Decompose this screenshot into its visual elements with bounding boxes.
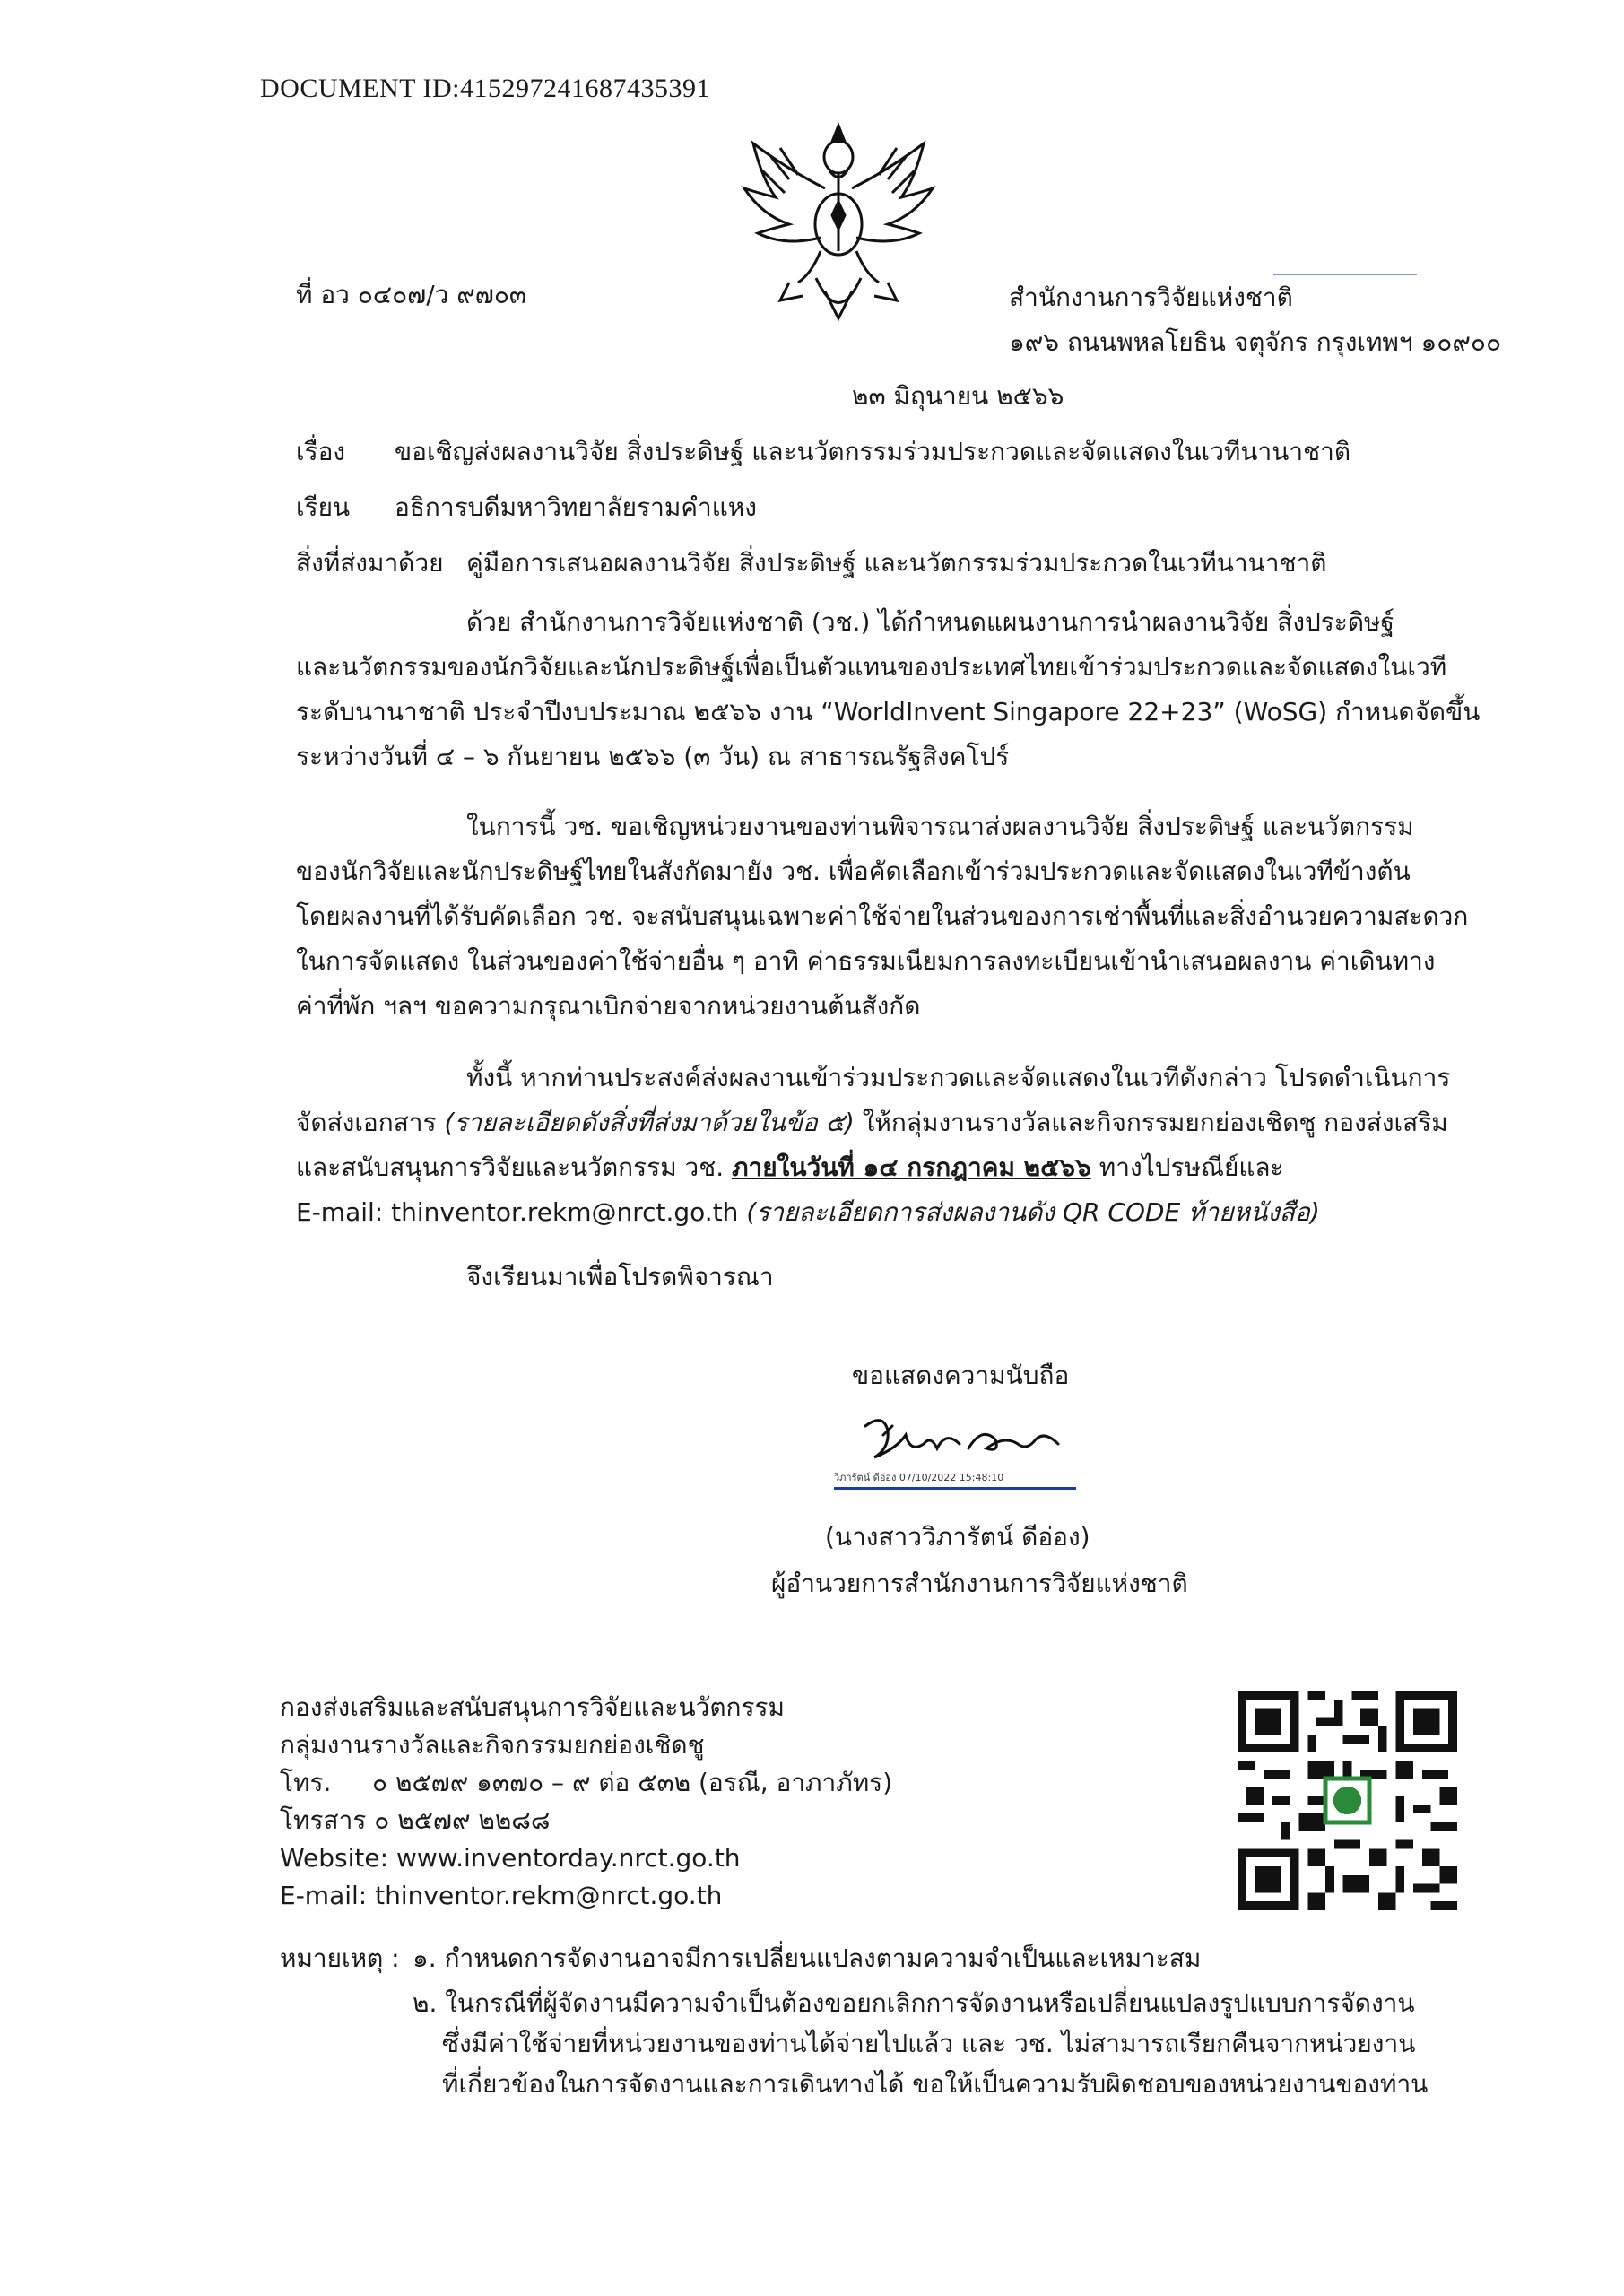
deadline-text: ภายในวันที่ ๑๔ กรกฎาคม ๒๕๖๖ [732,1152,1091,1182]
signature-underline [834,1487,1076,1490]
para3-text: ให้กลุ่มงานรางวัลและกิจกรรมยกย่องเชิดชู กองส่งเสริม [854,1108,1448,1137]
header-divider [1273,274,1417,275]
para3-italic-note: (รายละเอียดดังสิ่งที่ส่งมาด้วยในข้อ ๕) [444,1108,855,1137]
signature-caption: วิภารัตน์ ดีอ่อง 07/10/2022 15:48:10 [834,1472,1004,1483]
para1-line: ระดับนานาชาติ ประจำปีงบประมาณ ๒๕๖๖ งาน “WorldInvent Singapore 22+23” (WoSG) กำหนดจัดขึ้น [296,697,1481,726]
remark-item-continued: ซึ่งมีค่าใช้จ่ายที่หน่วยงานของท่านได้จ่ายไปแล้ว และ วช. ไม่สามารถเรียกคืนจากหน่วยงาน [442,2029,1416,2058]
para3-line [296,1101,1448,1144]
contact-fax: โทรสาร ๐ ๒๕๗๙ ๒๒๘๘ [280,1805,551,1835]
para1-line: ด้วย สำนักงานการวิจัยแห่งชาติ (วช.) ได้กำหนดแผนงานการนำผลงานวิจัย สิ่งประดิษฐ์ [466,607,1394,637]
para2-line: ค่าที่พัก ฯลฯ ขอความกรุณาเบิกจ่ายจากหน่วยงานต้นสังกัด [296,991,921,1021]
signer-name: (นางสาววิภารัตน์ ดีอ่อง) [825,1522,1090,1552]
contact-tel: ๐ ๒๕๗๙ ๑๓๗๐ – ๙ ต่อ ๕๓๒ (อรณี, อาภาภัทร) [372,1768,893,1797]
subject-label: เรื่อง [296,437,346,466]
remarks-label: หมายเหตุ : [280,1944,400,1973]
reference-number: ที่ อว ๐๔๐๗/ว ๙๗๐๓ [296,280,527,309]
email-link[interactable]: E-mail: thinventor.rekm@nrct.go.th [296,1197,747,1227]
para3-text: ทางไปรษณีย์และ [1090,1152,1284,1182]
contact-website[interactable]: Website: www.inventorday.nrct.go.th [280,1843,741,1873]
para3-text: และสนับสนุนการวิจัยและนวัตกรรม วช. [296,1152,733,1182]
para1-line: ระหว่างวันที่ ๔ – ๖ กันยายน ๒๕๖๖ (๓ วัน) ณ สาธารณรัฐสิงคโปร์ [296,742,1010,771]
issuer-name: สำนักงานการวิจัยแห่งชาติ [1009,283,1293,312]
enclosure-label: สิ่งที่ส่งมาด้วย [296,548,444,578]
issuer-address: ๑๙๖ ถนนพหลโยธิน จตุจักร กรุงเทพฯ ๑๐๙๐๐ [1009,327,1502,357]
remark-item: ๒. ในกรณีที่ผู้จัดงานมีความจำเป็นต้องขอยกเลิกการจัดงานหรือเปลี่ยนแปลงรูปแบบการจัดงาน [413,1988,1415,2018]
subject-text: ขอเชิญส่งผลงานวิจัย สิ่งประดิษฐ์ และนวัตกรรมร่วมประกวดและจัดแสดงในเวทีนานาชาติ [395,437,1351,466]
para2-line: โดยผลงานที่ได้รับคัดเลือก วช. จะสนับสนุนเฉพาะค่าใช้จ่ายในส่วนของการเช่าพื้นที่และสิ่งอำนวยความสะดวก [296,901,1469,931]
garuda-emblem-icon [735,117,942,332]
contact-email[interactable]: E-mail: thinventor.rekm@nrct.go.th [280,1881,723,1910]
contact-division: กองส่งเสริมและสนับสนุนการวิจัยและนวัตกรรม [280,1692,786,1722]
remark-item: ๑. กำหนดการจัดงานอาจมีการเปลี่ยนแปลงตามความจำเป็นและเหมาะสม [413,1944,1202,1973]
para2-line: ในการจัดแสดง ในส่วนของค่าใช้จ่ายอื่น ๆ อาทิ ค่าธรรมเนียมการลงทะเบียนเข้านำเสนอผลงาน ค่าเดินทาง [296,946,1436,976]
para3-line [296,1191,1320,1234]
regards-line: ขอแสดงความนับถือ [852,1361,1070,1390]
para1-line: และนวัตกรรมของนักวิจัยและนักประดิษฐ์เพื่อเป็นตัวแทนของประเทศไทยเข้าร่วมประกวดและจัดแสดงในเวที [296,652,1447,682]
para3-text: จัดส่งเอกสาร [296,1108,445,1137]
closing-line: จึงเรียนมาเพื่อโปรดพิจารณา [466,1262,774,1292]
document-id: DOCUMENT ID:415297241687435391 [260,74,710,103]
qr-code-icon[interactable] [1238,1691,1457,1910]
contact-tel-label: โทร. [280,1768,332,1797]
para3-line [296,1146,1284,1189]
para2-line: ในการนี้ วช. ขอเชิญหน่วยงานของท่านพิจารณาส่งผลงานวิจัย สิ่งประดิษฐ์ และนวัตกรรม [466,812,1414,841]
para2-line: ของนักวิจัยและนักประดิษฐ์ไทยในสังกัดมายัง วช. เพื่อคัดเลือกเข้าร่วมประกวดและจัดแสดงในเวทีข้างต้น [296,857,1411,886]
remark-item-continued: ที่เกี่ยวข้องในการจัดงานและการเดินทางได้ ขอให้เป็นความรับผิดชอบของหน่วยงานของท่าน [442,2069,1429,2099]
enclosure-text: คู่มือการเสนอผลงานวิจัย สิ่งประดิษฐ์ และนวัตกรรมร่วมประกวดในเวทีนานาชาติ [466,548,1327,578]
to-text: อธิการบดีมหาวิทยาลัยรามคำแหง [395,492,757,522]
signature-icon [861,1408,1067,1471]
para3-line: ทั้งนี้ หากท่านประสงค์ส่งผลงานเข้าร่วมประกวดและจัดแสดงในเวทีดังกล่าว โปรดดำเนินการ [466,1063,1451,1092]
signer-title: ผู้อำนวยการสำนักงานการวิจัยแห่งชาติ [771,1569,1188,1598]
to-label: เรียน [296,492,351,522]
contact-group: กลุ่มงานรางวัลและกิจกรรมยกย่องเชิดชู [280,1730,705,1760]
letter-date: ๒๓ มิถุนายน ๒๕๖๖ [852,381,1064,411]
para3-italic-note: (รายละเอียดการส่งผลงานดัง QR CODE ท้ายหนังสือ) [746,1197,1320,1227]
